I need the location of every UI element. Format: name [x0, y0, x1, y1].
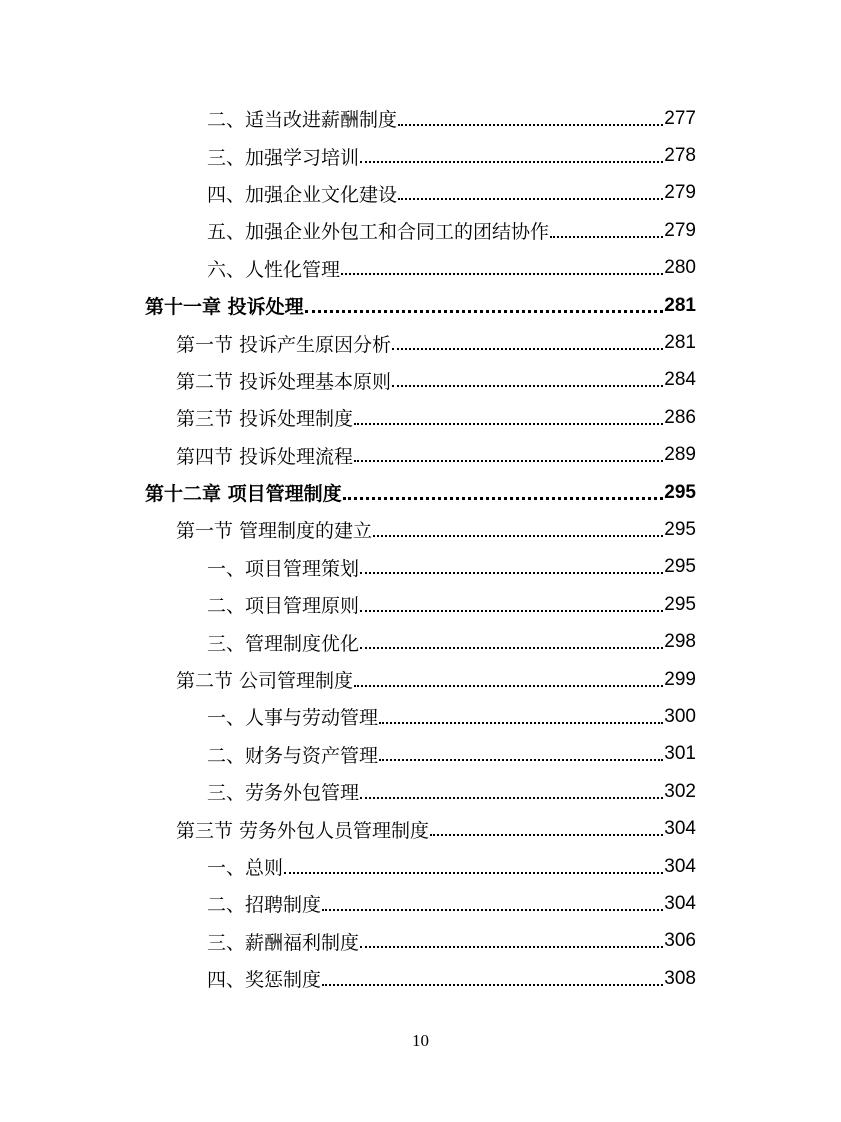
toc-entry-page: 295	[664, 593, 696, 615]
toc-entry-title: 三、管理制度优化	[207, 632, 360, 655]
dot-leader	[284, 872, 663, 874]
dot-leader	[379, 759, 663, 761]
toc-entry-title: 二、招聘制度	[207, 894, 322, 917]
dot-leader	[392, 348, 663, 350]
toc-entry[interactable]	[0, 100, 841, 137]
dot-leader	[354, 423, 663, 425]
dot-leader	[360, 797, 663, 799]
dot-leader	[360, 572, 663, 574]
toc-chapter-entry[interactable]	[0, 287, 841, 324]
toc-entry-page: 304	[664, 892, 696, 914]
toc-entry-page: 300	[664, 705, 696, 727]
toc-entry[interactable]	[0, 212, 841, 249]
toc-entry[interactable]	[0, 549, 841, 586]
toc-entry-title: 四、加强企业文化建设	[207, 183, 398, 206]
toc-entry-title: 一、人事与劳动管理	[207, 707, 379, 730]
toc-section-page: 281	[664, 332, 696, 354]
dot-leader	[322, 909, 663, 911]
toc-section-entry[interactable]	[0, 362, 841, 399]
dot-leader	[360, 647, 663, 649]
toc-entry-page: 301	[664, 743, 696, 765]
dot-leader	[360, 161, 663, 163]
dot-leader	[360, 610, 663, 612]
toc-section-entry[interactable]	[0, 399, 841, 436]
dot-leader	[354, 685, 663, 687]
toc-entry-title: 五、加强企业外包工和合同工的团结协作	[207, 221, 550, 244]
toc-section-page: 295	[664, 518, 696, 540]
toc-section-title: 第一节 管理制度的建立	[176, 520, 373, 543]
dot-leader	[550, 236, 663, 238]
toc-section-entry[interactable]	[0, 437, 841, 474]
toc-entry-page: 280	[664, 257, 696, 279]
toc-entry[interactable]	[0, 586, 841, 623]
toc-entry[interactable]	[0, 848, 841, 885]
dot-leader	[354, 460, 663, 462]
dot-leader	[341, 273, 663, 275]
toc-section-title: 第二节 公司管理制度	[176, 670, 354, 693]
toc-entry-title: 二、项目管理原则	[207, 595, 360, 618]
toc-chapter-page: 281	[664, 294, 696, 316]
dot-leader	[398, 124, 663, 126]
toc-entry-title: 四、奖惩制度	[207, 969, 322, 992]
toc-section-page: 304	[664, 818, 696, 840]
page-number: 10	[412, 1031, 429, 1050]
dot-leader	[373, 535, 663, 537]
toc-entry[interactable]	[0, 885, 841, 922]
toc-entry-page: 306	[664, 930, 696, 952]
toc-section-title: 第三节 劳务外包人员管理制度	[176, 819, 430, 842]
toc-entry-title: 一、总则	[207, 857, 284, 879]
toc-entry[interactable]	[0, 623, 841, 660]
toc-entry[interactable]	[0, 736, 841, 773]
toc-section-title: 第四节 投诉处理流程	[176, 445, 354, 468]
toc-chapter-title: 第十一章 投诉处理	[145, 296, 304, 319]
toc-entry[interactable]	[0, 250, 841, 287]
dot-leader	[398, 198, 663, 200]
toc-chapter-title: 第十二章 项目管理制度	[145, 483, 342, 506]
toc-entry-page: 277	[664, 107, 696, 129]
toc-section-page: 286	[664, 406, 696, 428]
toc-entry[interactable]	[0, 698, 841, 735]
toc-entry-title: 二、适当改进薪酬制度	[207, 109, 398, 132]
toc-entry-title: 三、薪酬福利制度	[207, 931, 360, 954]
toc-entry-page: 279	[664, 182, 696, 204]
toc-entry[interactable]	[0, 773, 841, 810]
toc-entry-page: 298	[664, 631, 696, 653]
toc-chapter-page: 295	[664, 481, 696, 503]
toc-section-page: 299	[664, 668, 696, 690]
toc-section-entry[interactable]	[0, 661, 841, 698]
toc-entry-title: 二、财务与资产管理	[207, 744, 379, 767]
toc-entry[interactable]	[0, 137, 841, 174]
dot-leader	[430, 834, 663, 836]
toc-entry-title: 三、加强学习培训	[207, 146, 360, 169]
toc-section-entry[interactable]	[0, 810, 841, 847]
dot-leader	[360, 946, 663, 948]
toc-section-page: 284	[664, 369, 696, 391]
toc-entry-page: 295	[664, 556, 696, 578]
toc-entry-page: 304	[664, 855, 696, 877]
toc-section-title: 第三节 投诉处理制度	[176, 408, 354, 431]
table-of-contents	[0, 100, 841, 997]
dot-leader	[305, 310, 664, 313]
toc-entry-page: 302	[664, 780, 696, 802]
dot-leader	[379, 722, 663, 724]
toc-entry-page: 308	[664, 967, 696, 989]
toc-entry[interactable]	[0, 960, 841, 997]
toc-section-title: 第二节 投诉处理基本原则	[176, 370, 392, 393]
dot-leader	[322, 984, 663, 986]
toc-section-entry[interactable]	[0, 324, 841, 361]
toc-entry[interactable]	[0, 175, 841, 212]
toc-entry-title: 六、人性化管理	[207, 258, 341, 281]
toc-section-page: 289	[664, 444, 696, 466]
toc-chapter-entry[interactable]	[0, 474, 841, 511]
toc-entry-title: 一、项目管理策划	[207, 557, 360, 580]
dot-leader	[343, 497, 664, 500]
toc-entry[interactable]	[0, 923, 841, 960]
toc-entry-title: 三、劳务外包管理	[207, 782, 360, 805]
dot-leader	[392, 385, 663, 387]
toc-entry-page: 279	[664, 219, 696, 241]
toc-section-entry[interactable]	[0, 511, 841, 548]
toc-section-title: 第一节 投诉产生原因分析	[176, 333, 392, 356]
toc-entry-page: 278	[664, 145, 696, 167]
